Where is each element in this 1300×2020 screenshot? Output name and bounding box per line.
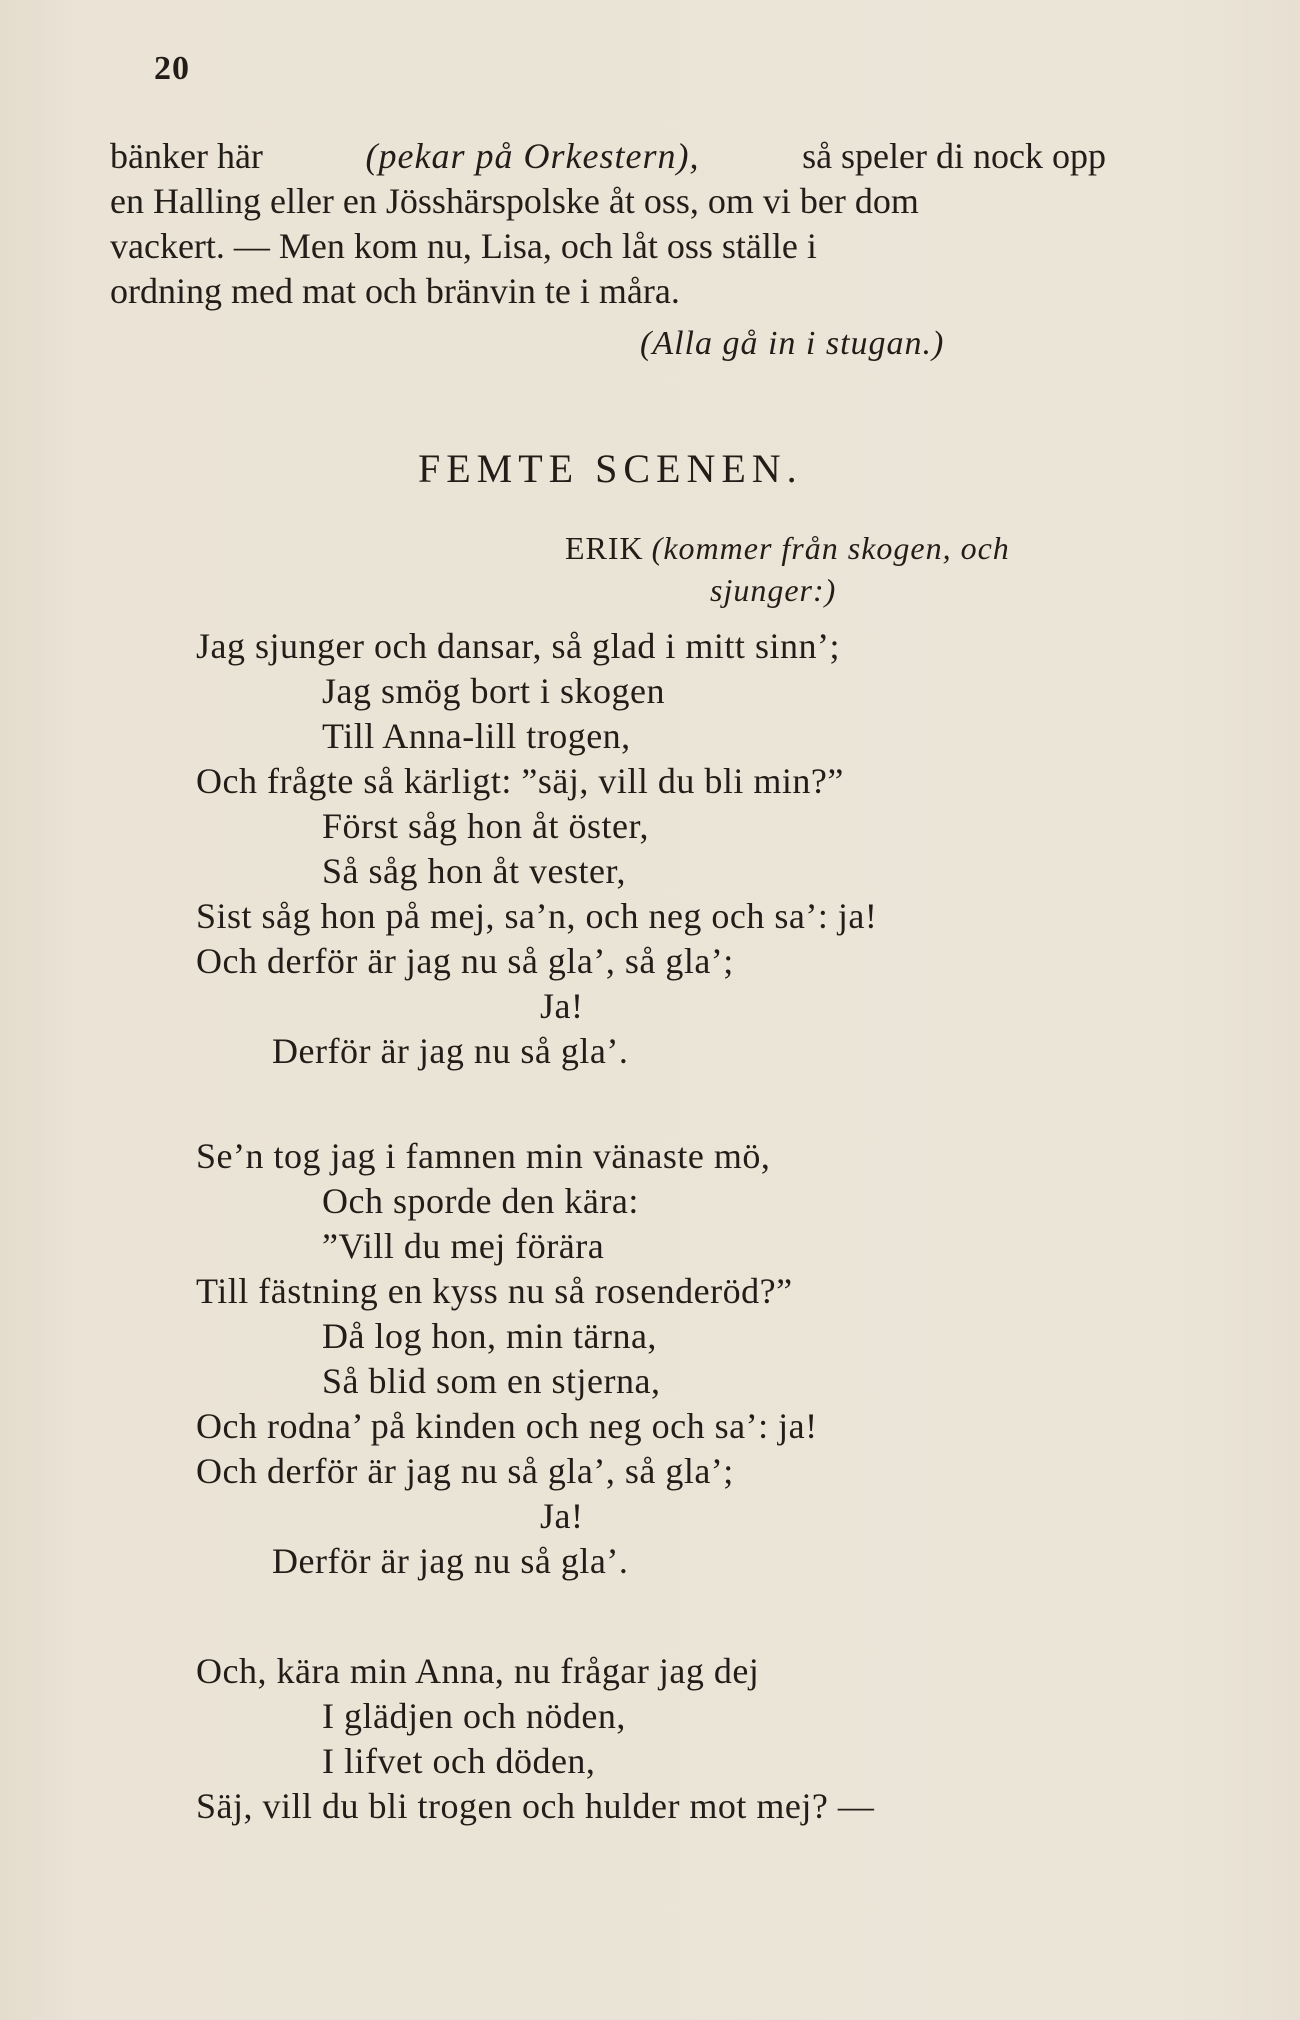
verse-line: Sist såg hon på mej, sa’n, och neg och sa’: ja! xyxy=(196,896,878,936)
verse-line: Så blid som en stjerna, xyxy=(322,1361,661,1401)
scene-title: FEMTE SCENEN. xyxy=(418,446,803,491)
verse-line: Jag smög bort i skogen xyxy=(322,671,665,711)
verse-line: Se’n tog jag i famnen min vänaste mö, xyxy=(196,1136,771,1176)
page-number: 20 xyxy=(154,50,190,87)
verse-line: Så såg hon åt vester, xyxy=(322,851,626,891)
verse-line: Och rodna’ på kinden och neg och sa’: ja! xyxy=(196,1406,818,1446)
verse-line: ”Vill du mej förära xyxy=(322,1226,605,1266)
verse-line: Och derför är jag nu så gla’, så gla’; xyxy=(196,941,734,981)
verse-line: Derför är jag nu så gla’. xyxy=(272,1541,629,1581)
verse-line: Derför är jag nu så gla’. xyxy=(272,1031,629,1071)
verse-line: Och sporde den kära: xyxy=(322,1181,639,1221)
speaker-name: ERIK xyxy=(565,530,644,566)
verse-line: Och derför är jag nu så gla’, så gla’; xyxy=(196,1451,734,1491)
speaker-heading xyxy=(565,530,1010,567)
verse-line: I lifvet och döden, xyxy=(322,1741,596,1781)
prose-paragraph xyxy=(110,134,1106,314)
verse-line: Ja! xyxy=(540,986,584,1026)
verse-line: Till Anna-lill trogen, xyxy=(322,716,631,756)
prose-text: vackert. — Men kom nu, Lisa, och låt oss ställe i xyxy=(110,226,817,266)
prose-line xyxy=(110,224,1106,269)
verse-line: I glädjen och nöden, xyxy=(322,1696,626,1736)
stage-direction: (Alla gå in i stugan.) xyxy=(640,325,945,362)
speaker-direction: sjunger:) xyxy=(710,572,837,608)
verse-line: Till fästning en kyss nu så rosenderöd?” xyxy=(196,1271,793,1311)
prose-line xyxy=(110,269,1106,314)
prose-italic-direction: (pekar på Orkestern), xyxy=(365,136,700,176)
verse-line: Först såg hon åt öster, xyxy=(322,806,650,846)
verse-line: Och frågte så kärligt: ”säj, vill du bli min?” xyxy=(196,761,844,801)
prose-line xyxy=(110,134,1106,179)
verse-line: Säj, vill du bli trogen och hulder mot mej? — xyxy=(196,1786,875,1826)
verse-line: Då log hon, min tärna, xyxy=(322,1316,657,1356)
speaker-direction: (kommer från skogen, och xyxy=(651,530,1010,566)
prose-text: så speler di nock opp xyxy=(802,136,1106,176)
prose-text: ordning med mat och bränvin te i måra. xyxy=(110,271,680,311)
verse-line: Jag sjunger och dansar, så glad i mitt sinn’; xyxy=(196,626,840,666)
verse-line: Ja! xyxy=(540,1496,584,1536)
prose-text: bänker här xyxy=(110,136,263,176)
prose-line xyxy=(110,179,1106,224)
verse-line: Och, kära min Anna, nu frågar jag dej xyxy=(196,1651,760,1691)
prose-text: en Halling eller en Jösshärspolske åt oss, om vi ber dom xyxy=(110,181,919,221)
